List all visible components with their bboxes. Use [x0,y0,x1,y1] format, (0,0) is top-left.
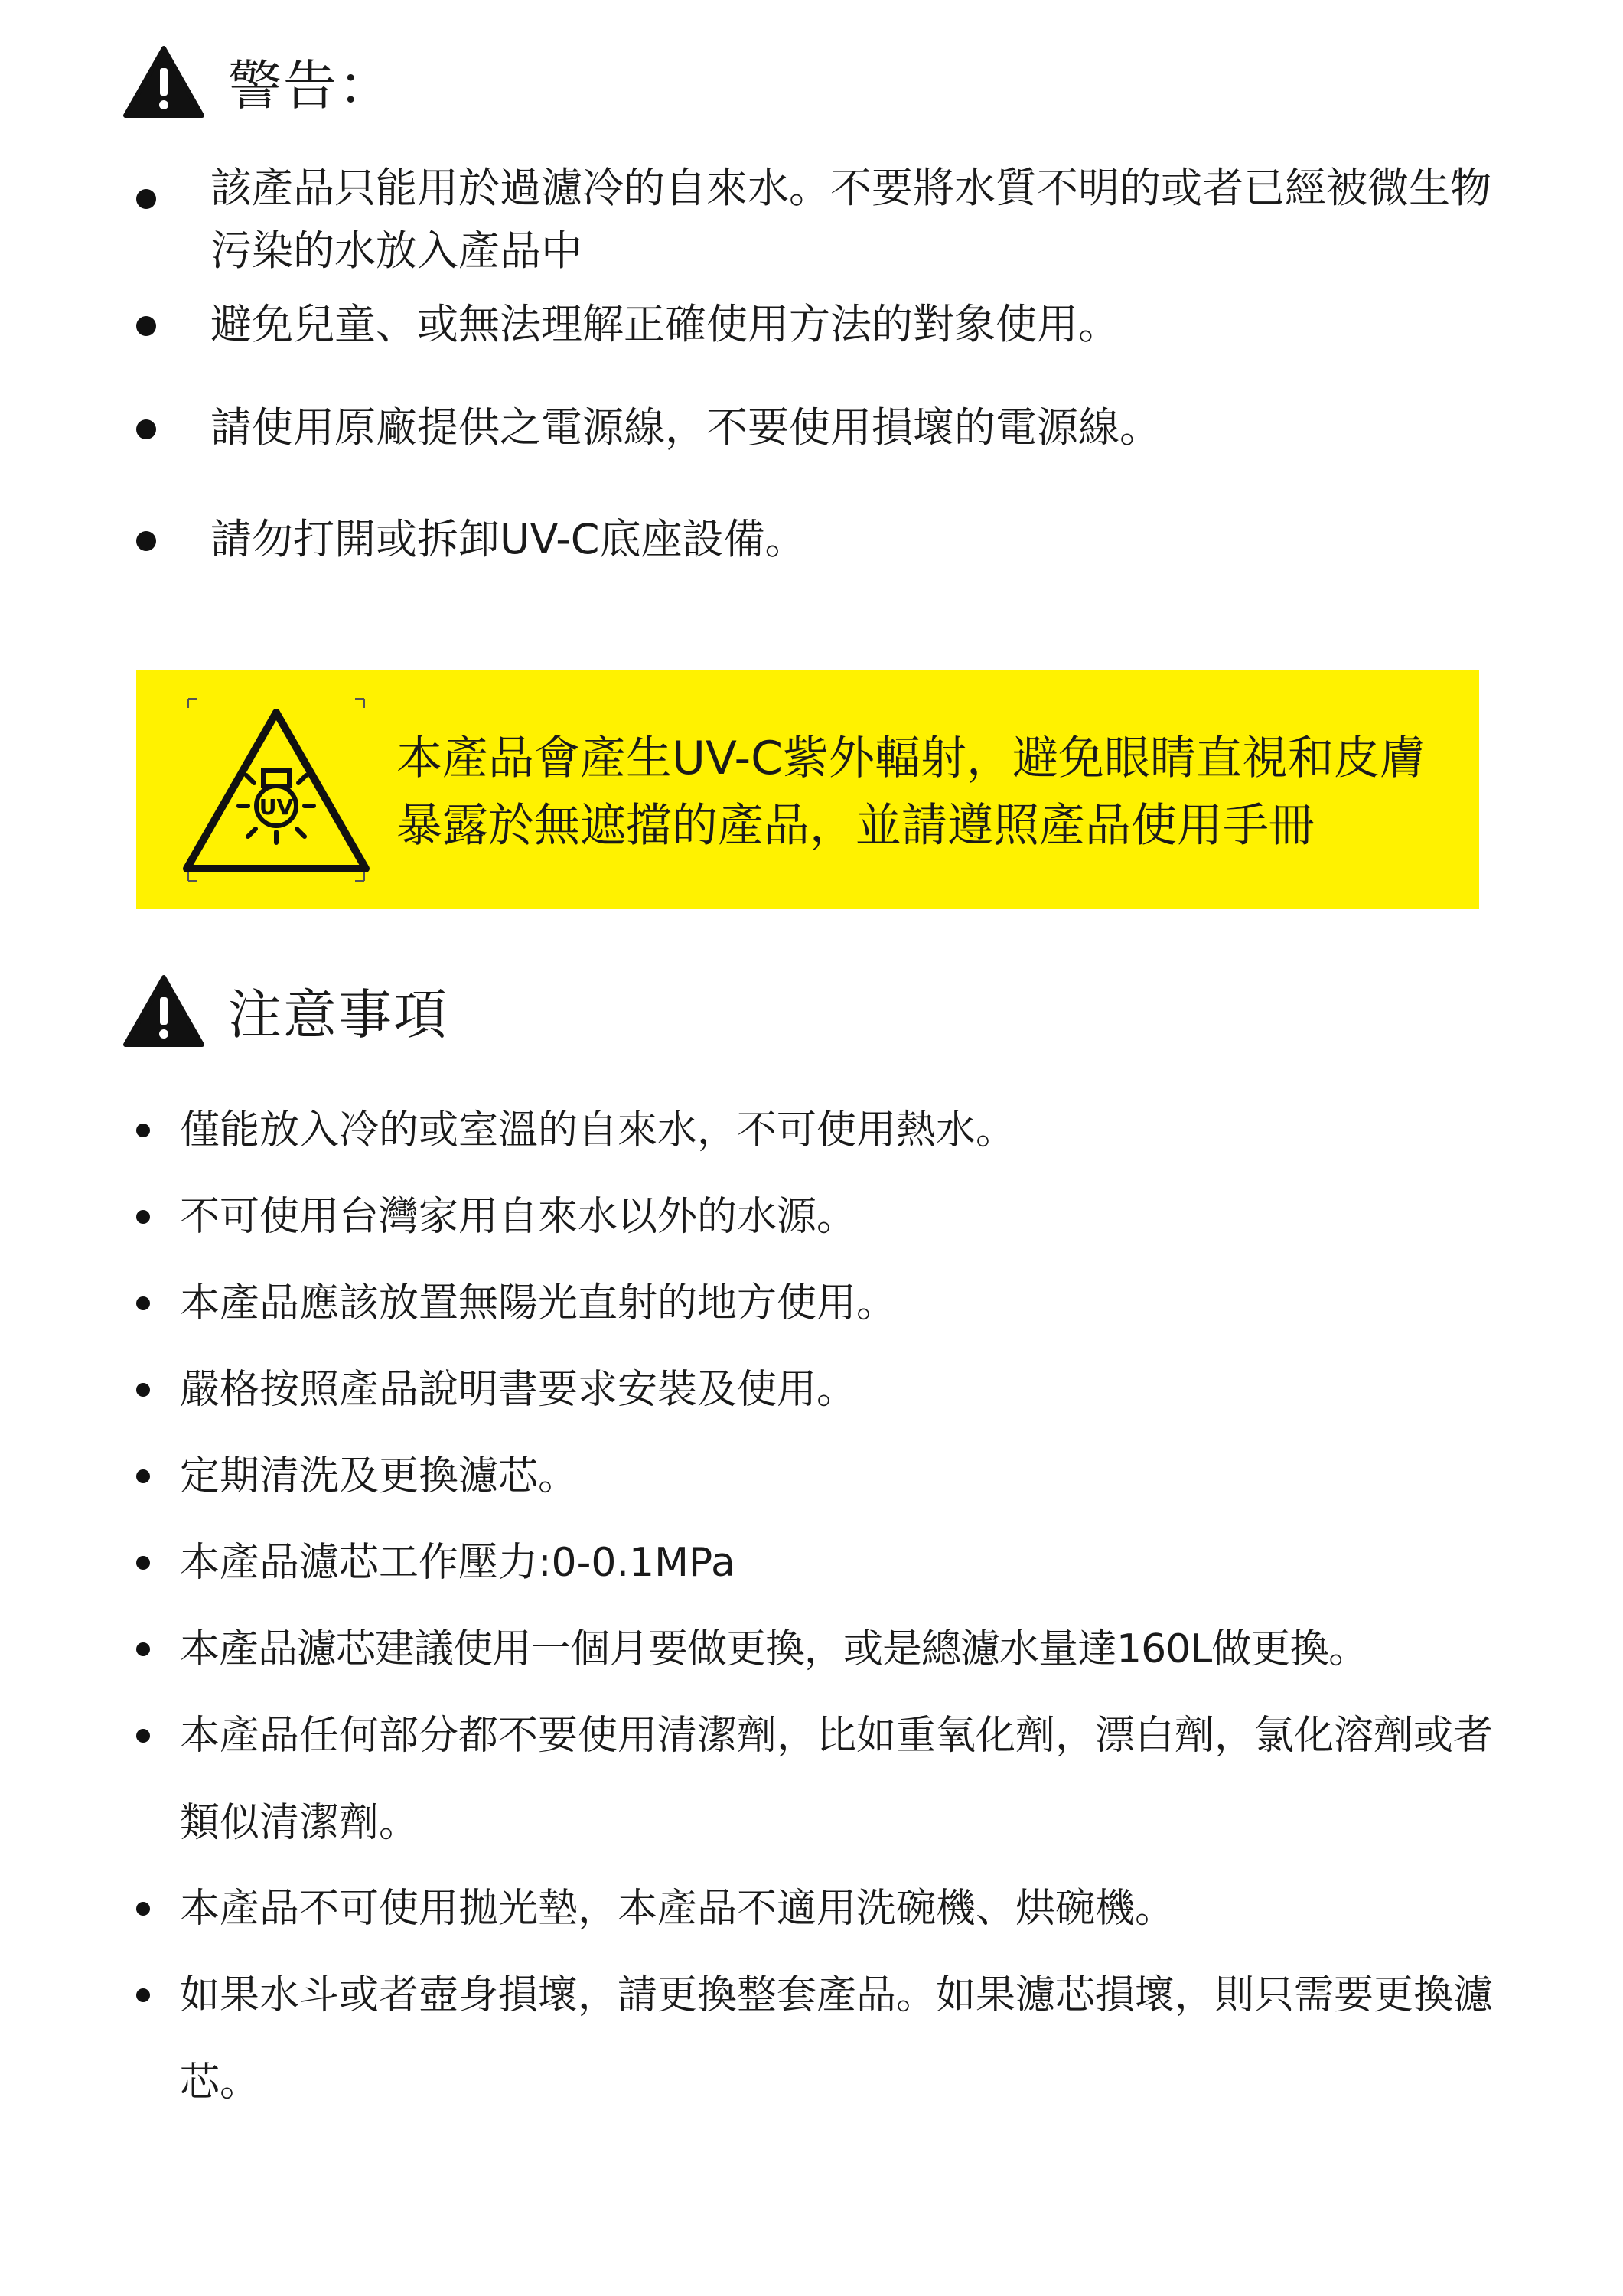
bullet [136,1124,150,1137]
caution-item-text: 本產品濾芯建議使用一個月要做更換，或是總濾水量達160L做更換。 [180,1626,1368,1672]
bullet [136,1383,150,1397]
warning-item-text: 請勿打開或拆卸UV-C底座設備。 [210,515,807,563]
uv-radiation-warning-icon [173,691,380,889]
bullet [136,1642,150,1656]
uv-label: UV [259,794,294,820]
bullet [136,189,156,209]
caution-item-text: 本產品濾芯工作壓力:0-0.1MPa [180,1540,735,1586]
caution-item-text: 本產品不可使用拋光墊，本產品不適用洗碗機、烘碗機。 [180,1886,1175,1932]
caution-title: 注意事項 [228,983,448,1046]
uv-warning-banner [136,670,1479,909]
warning-triangle-icon [122,974,205,1048]
bullet [136,1988,150,2002]
warning-title: 警告： [228,54,393,117]
caution-item-text: 本產品應該放置無陽光直射的地方使用。 [180,1280,897,1326]
bullet [136,1210,150,1224]
bullet [136,1729,150,1743]
bullet [136,1469,150,1483]
caution-item-text: 定期清洗及更換濾芯。 [180,1453,578,1499]
bullet [136,531,156,551]
bullet [136,316,156,336]
warning-item-text: 該產品只能用於過濾冷的自來水。不要將水質不明的或者已經被微生物污染的水放入產品中 [210,164,1491,275]
warning-heading [122,43,393,120]
caution-heading [122,972,448,1049]
caution-item-text: 本產品任何部分都不要使用清潔劑，比如重氧化劑，漂白劑，氯化溶劑或者類似清潔劑。 [180,1713,1494,1846]
caution-item-text: 不可使用台灣家用自來水以外的水源。 [180,1194,857,1240]
uv-warning-text: 本產品會產生UV-C紫外輻射，避免眼睛直視和皮膚暴露於無遮擋的產品，並請遵照產品使用手冊 [396,732,1426,853]
bullet [136,1902,150,1916]
bullet [136,419,156,439]
warning-item-text: 避免兒童、或無法理解正確使用方法的對象使用。 [210,300,1119,348]
warning-triangle-icon [122,45,205,119]
caution-item-text: 如果水斗或者壺身損壞，請更換整套產品。如果濾芯損壞，則只需要更換濾芯。 [180,1972,1494,2105]
bullet [136,1556,150,1570]
warning-item-text: 請使用原廠提供之電源線，不要使用損壞的電源線。 [210,403,1161,452]
bullet [136,1296,150,1310]
caution-item-text: 僅能放入冷的或室溫的自來水，不可使用熱水。 [180,1107,1016,1153]
caution-item-text: 嚴格按照產品說明書要求安裝及使用。 [180,1367,857,1413]
